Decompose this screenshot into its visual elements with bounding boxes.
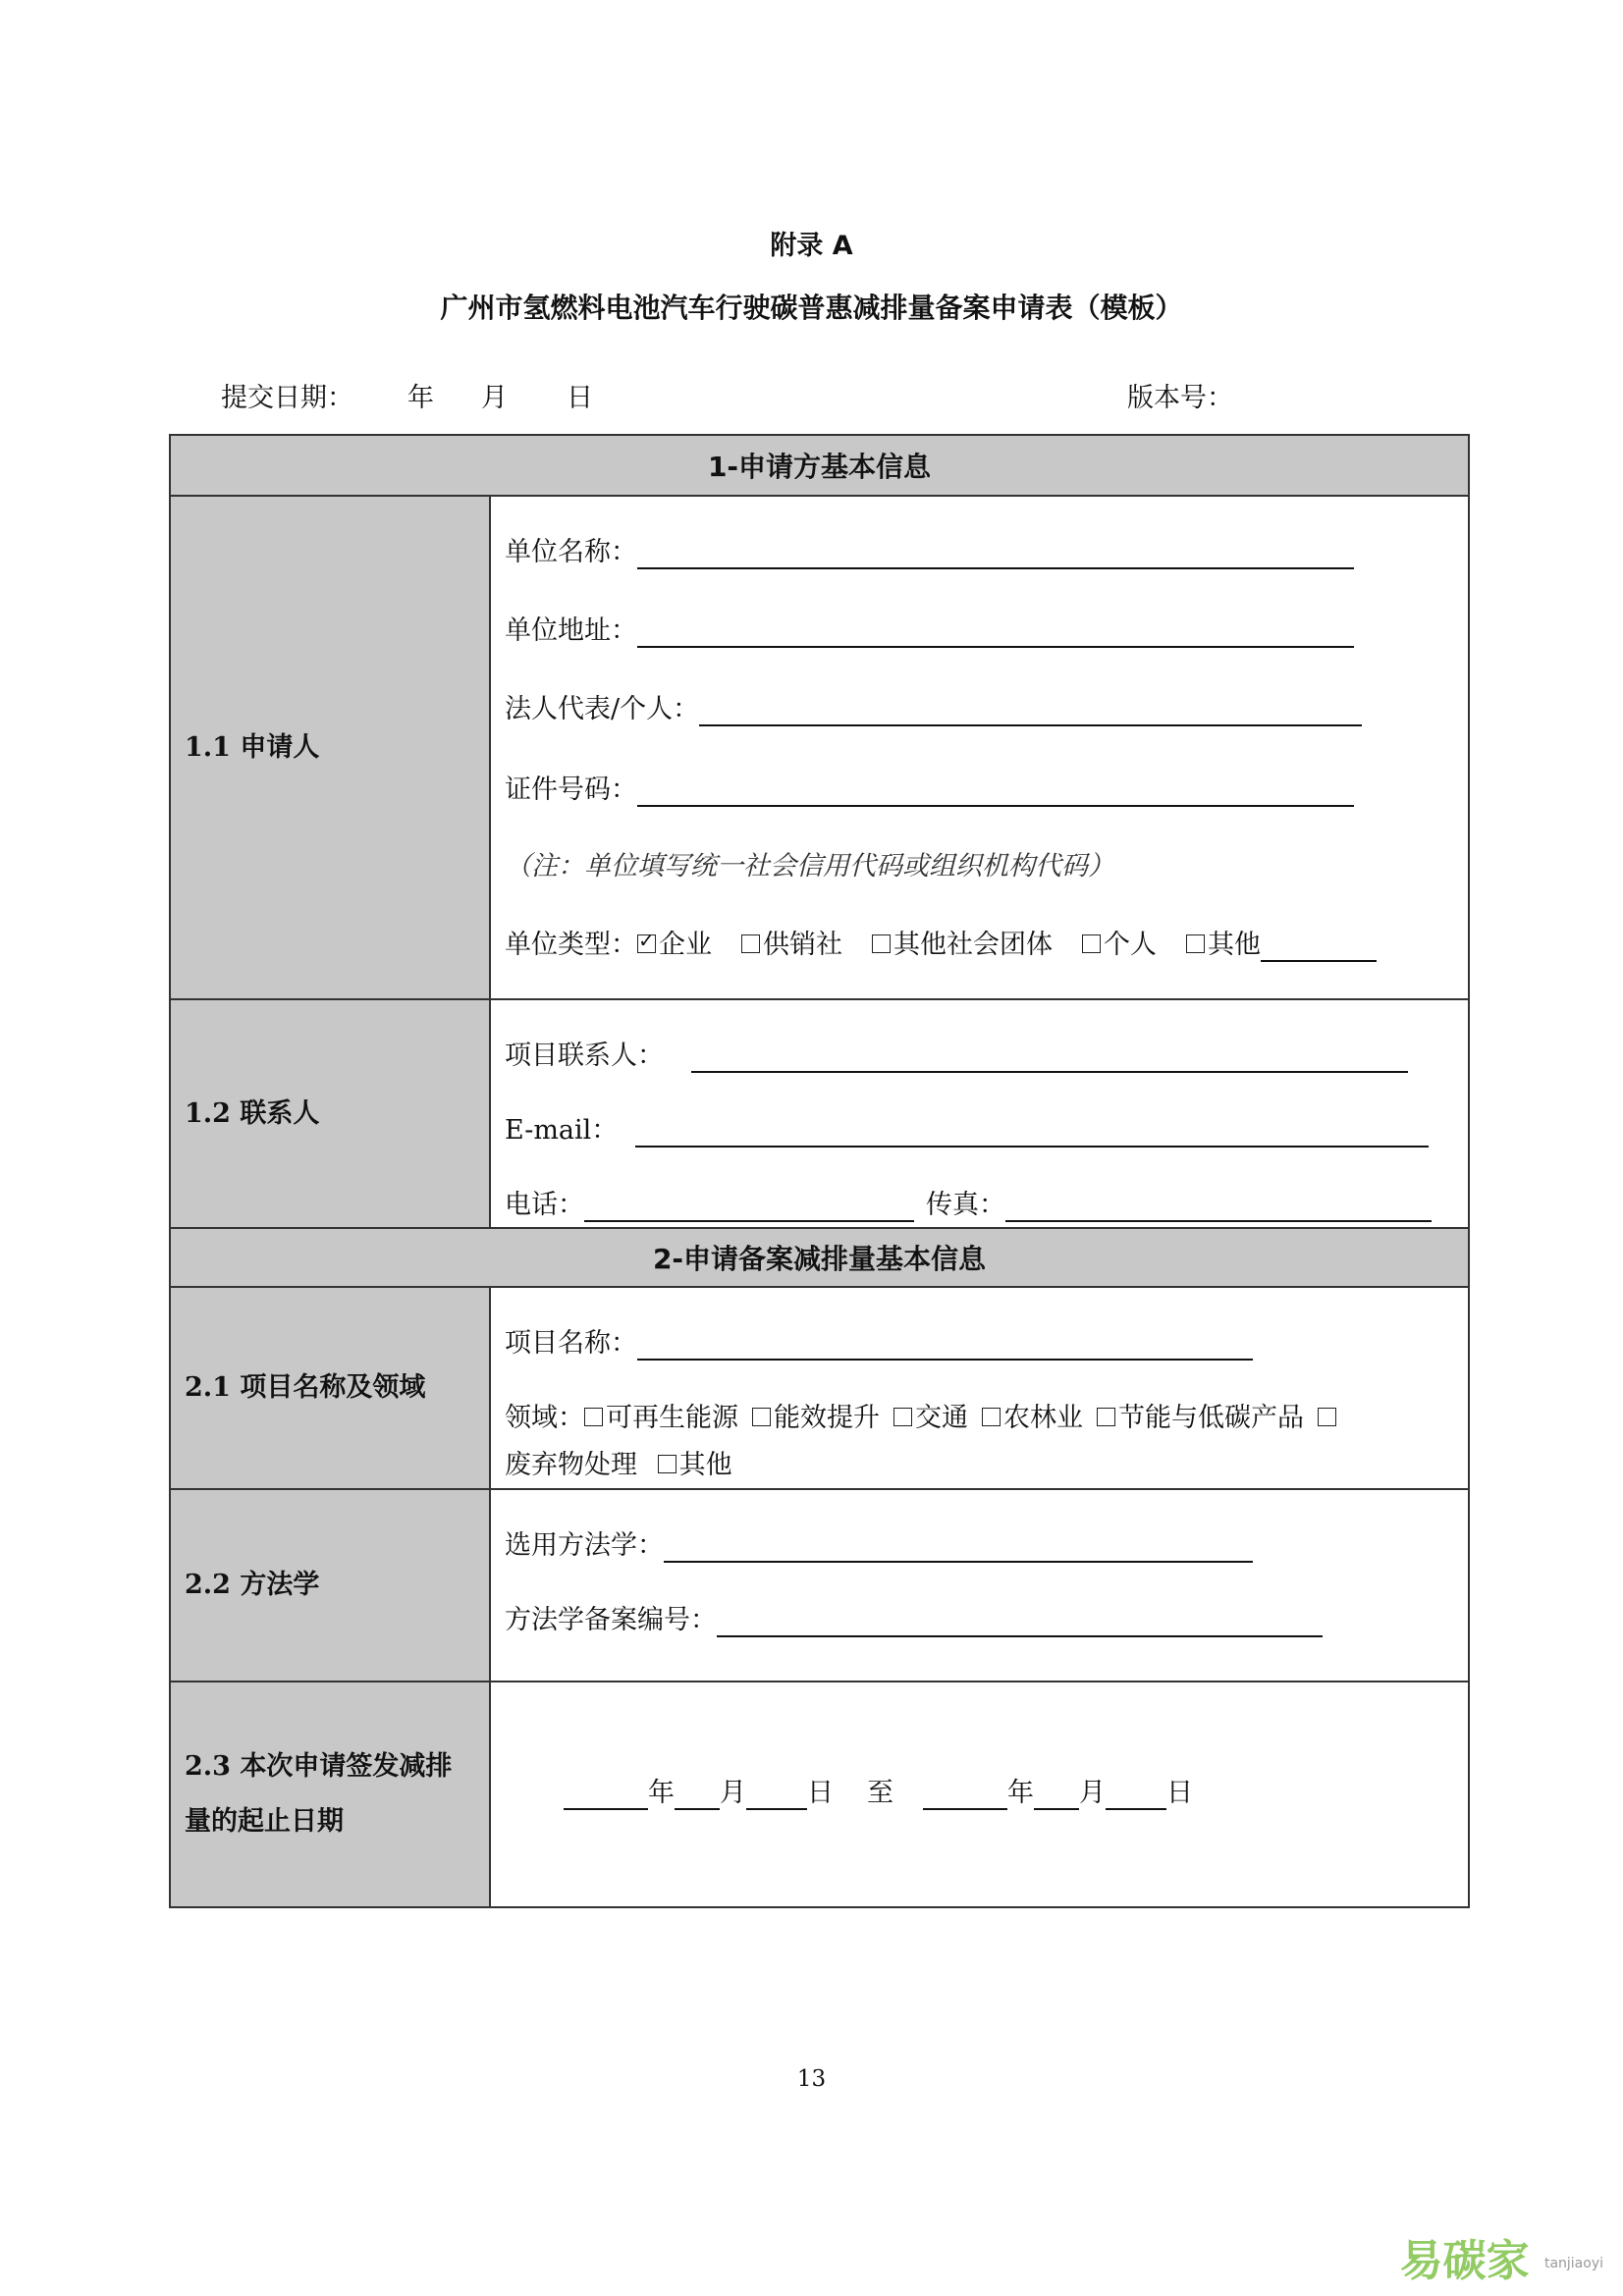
checkbox-icon[interactable] (1097, 1408, 1115, 1426)
watermark-logo (1400, 2225, 1603, 2288)
unit-type-option-other[interactable] (1186, 930, 1377, 960)
field-option-other[interactable] (658, 1450, 732, 1480)
period-date-range (564, 1777, 1468, 1810)
applicant-label: 1.1 申请人 (170, 496, 490, 999)
end-month-unit: 月 (1079, 1778, 1106, 1808)
submit-date-label: 提交日期： (221, 383, 353, 413)
option-label: 其他 (678, 1450, 732, 1480)
legal-rep-label: 法人代表/个人： (505, 694, 700, 724)
id-number-field[interactable] (637, 775, 1354, 807)
checkbox-icon[interactable] (1082, 934, 1101, 953)
field-label: 领域： (505, 1403, 584, 1433)
checkbox-icon[interactable] (1186, 934, 1205, 953)
unit-name-label: 单位名称： (505, 537, 637, 567)
page-number: 13 (796, 2066, 827, 2092)
email-label: E-mail： (505, 1115, 619, 1146)
section2-header: 2-申请备案减排量基本信息 (170, 1228, 1469, 1287)
option-label: 可再生能源 (606, 1403, 738, 1433)
option-label: 能效提升 (774, 1403, 880, 1433)
unit-type-label: 单位类型： (505, 930, 637, 960)
project-fields (490, 1287, 1469, 1489)
legal-rep-field[interactable] (699, 695, 1362, 726)
project-name-label: 项目名称： (505, 1328, 637, 1359)
applicant-fields (490, 496, 1469, 999)
checkbox-icon[interactable] (741, 934, 760, 953)
start-day-field[interactable] (746, 1779, 807, 1810)
unit-type-option-social-group[interactable] (872, 930, 1053, 960)
phone-label: 电话： (505, 1190, 584, 1220)
unit-address-field[interactable] (637, 616, 1354, 648)
period-fields (490, 1682, 1469, 1907)
checkbox-icon[interactable] (982, 1408, 1001, 1426)
option-label: 其他社会团体 (893, 930, 1053, 960)
option-label: 其他 (1208, 930, 1261, 960)
start-year-field[interactable] (564, 1779, 648, 1810)
field-option-low-carbon-products[interactable] (1097, 1403, 1304, 1433)
end-year-unit: 年 (1007, 1778, 1034, 1808)
contact-fields (490, 999, 1469, 1228)
methodology-label: 2.2 方法学 (170, 1489, 490, 1682)
methodology-selected-field[interactable] (664, 1531, 1253, 1563)
methodology-fields (490, 1489, 1469, 1682)
start-year-unit: 年 (648, 1778, 675, 1808)
contact-person-label: 项目联系人： (505, 1041, 664, 1071)
end-month-field[interactable] (1034, 1779, 1079, 1810)
section1-header: 1-申请方基本信息 (170, 435, 1469, 496)
project-label: 2.1 项目名称及领域 (170, 1287, 490, 1489)
checkbox-icon[interactable] (658, 1455, 676, 1473)
phone-field[interactable] (584, 1191, 914, 1222)
start-month-unit: 月 (720, 1778, 746, 1808)
end-day-unit: 日 (1166, 1778, 1193, 1808)
unit-type-other-field[interactable] (1261, 931, 1377, 962)
field-option-renewable[interactable] (584, 1403, 738, 1433)
end-year-field[interactable] (923, 1779, 1007, 1810)
contact-person-field[interactable] (691, 1041, 1408, 1073)
contact-label: 1.2 联系人 (170, 999, 490, 1228)
period-label (170, 1682, 490, 1907)
unit-type-option-cooperative[interactable] (741, 930, 842, 960)
submit-date-day: 日 (567, 383, 593, 413)
unit-type-option-enterprise[interactable] (637, 930, 712, 960)
option-label: 交通 (915, 1403, 968, 1433)
watermark-subtext: tanjiaoyi (1543, 2256, 1603, 2271)
checkbox-icon[interactable] (752, 1408, 771, 1426)
period-label-line1: 2.3 本次申请签发减排 (185, 1751, 453, 1782)
field-options-row (491, 1402, 1468, 1435)
checkbox-icon[interactable] (1318, 1408, 1336, 1426)
watermark-text: 易碳家 (1399, 2236, 1530, 2286)
appendix-heading: 附录 A (770, 231, 853, 261)
field-option-transport[interactable] (893, 1403, 968, 1433)
fax-label: 传真： (926, 1190, 1005, 1220)
email-field[interactable] (635, 1116, 1429, 1148)
period-label-line2: 量的起止日期 (185, 1806, 344, 1837)
unit-name-field[interactable] (637, 538, 1354, 569)
unit-type-option-individual[interactable] (1082, 930, 1157, 960)
option-label: 节能与低碳产品 (1118, 1403, 1304, 1433)
checkbox-icon[interactable] (584, 1408, 603, 1426)
option-label: 农林业 (1003, 1403, 1083, 1433)
application-form-table (169, 434, 1470, 1908)
methodology-selected-label: 选用方法学： (505, 1530, 664, 1561)
option-label: 供销社 (763, 930, 842, 960)
field-option-waste-label: 废弃物处理 (505, 1450, 637, 1480)
project-name-field[interactable] (637, 1329, 1253, 1361)
version-label: 版本号： (1127, 383, 1233, 413)
methodology-record-label: 方法学备案编号： (505, 1605, 717, 1635)
submit-date-year: 年 (407, 383, 434, 413)
id-number-label: 证件号码： (505, 774, 637, 805)
unit-address-label: 单位地址： (505, 615, 637, 646)
field-option-agroforestry[interactable] (982, 1403, 1083, 1433)
fax-field[interactable] (1005, 1191, 1432, 1222)
checkbox-icon[interactable] (872, 934, 891, 953)
checkbox-checked-icon[interactable] (637, 934, 656, 953)
methodology-record-field[interactable] (717, 1606, 1323, 1637)
field-options-row-2 (491, 1449, 1468, 1482)
submit-date-month: 月 (481, 383, 508, 413)
start-day-unit: 日 (807, 1778, 834, 1808)
end-day-field[interactable] (1106, 1779, 1166, 1810)
id-note: （注：单位填写统一社会信用代码或组织机构代码） (505, 851, 1114, 881)
unit-type-row (491, 929, 1468, 962)
option-label: 个人 (1104, 930, 1157, 960)
document-title: 广州市氢燃料电池汽车行驶碳普惠减排量备案申请表（模板） (440, 292, 1183, 324)
option-label: 企业 (659, 930, 712, 960)
range-to-label: 至 (867, 1778, 893, 1808)
field-option-efficiency[interactable] (752, 1403, 880, 1433)
checkbox-icon[interactable] (893, 1408, 912, 1426)
start-month-field[interactable] (675, 1779, 720, 1810)
